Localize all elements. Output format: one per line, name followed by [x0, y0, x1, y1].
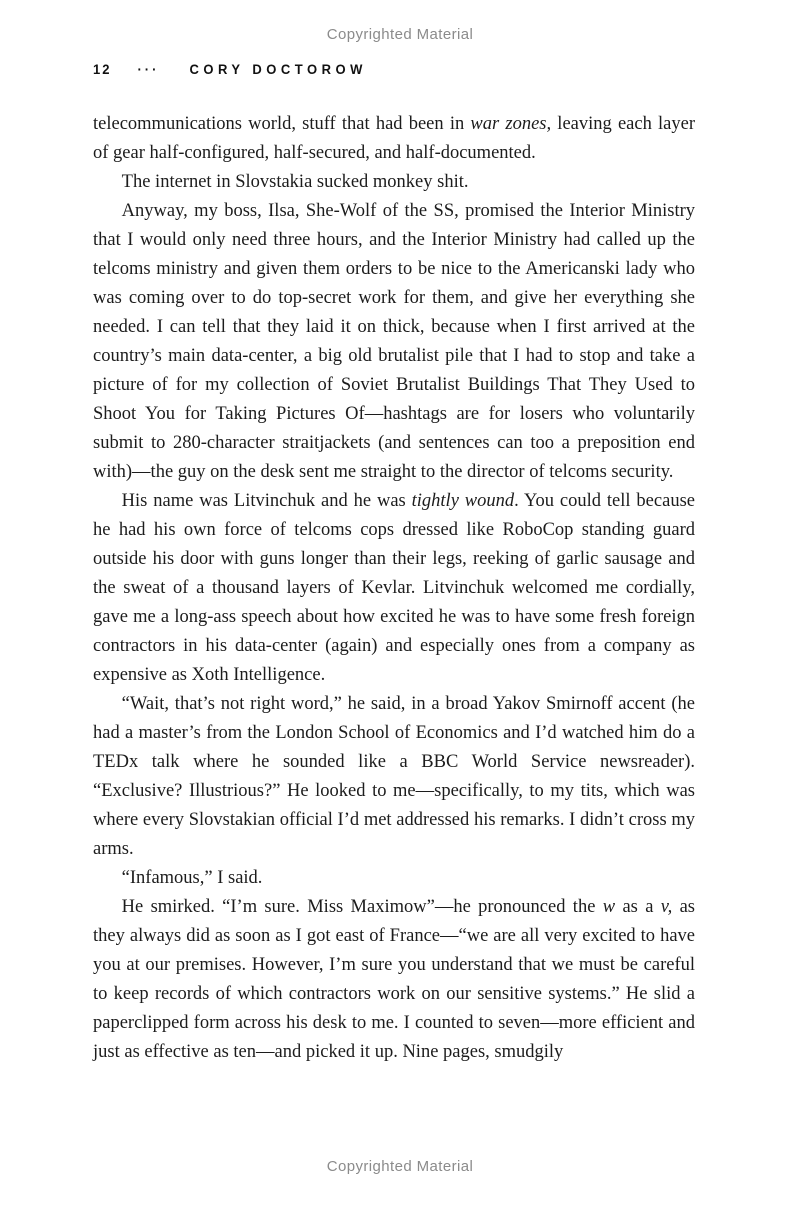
text-run: He smirked. “I’m sure. Miss Maximow”—he pronounced the [121, 897, 603, 917]
text-run: “Infamous,” I said. [121, 868, 263, 888]
text-run: The internet in Slovstakia sucked monkey shit. [121, 172, 469, 192]
italic-text: w [602, 897, 616, 917]
text-run: Anyway, my boss, Ilsa, She-Wolf of the SS, promised the Interior Ministry that I would only need three hours, and the Interior Ministry had called up the telcoms ministry and given them orders to be nice to the Americanski lady who was coming over to do top-secret work for them, and give her everything she needed. I can tell that they laid it on thick, because when I first arrived at the country’s main data-center, a big old brutalist pile that I had to stop and take a picture of for my collection of Soviet Brutalist Buildings That They Used to Shoot You for Taking Pictures Of—hashtags are for losers who voluntarily submit to 280-character straitjackets (and sentences can too a preposition end with)—the guy on the desk sent me straight to the director of telcoms security. [93, 201, 695, 482]
copyright-watermark-bottom: Copyrighted Material [326, 1158, 474, 1175]
text-run: as they always did as soon as I got east of France—“we are all very excited to have you at our premises. However, I’m sure you understand that we must be careful to keep records of which contractors work on our sensitive systems.” He slid a paperclipped form across his desk to me. I counted to seven—more efficient and just as effective as ten—and picked it up. Nine pages, smudgily [93, 897, 696, 1062]
paragraph [93, 168, 695, 197]
text-run: His name was Litvinchuk and he was [121, 491, 412, 511]
copyright-watermark-top: Copyrighted Material [326, 26, 474, 43]
italic-text: v, [660, 897, 673, 917]
body-text [93, 110, 695, 1067]
paragraph [93, 197, 695, 487]
italic-text: war zones, [470, 114, 552, 134]
paragraph [93, 487, 695, 690]
paragraph [93, 110, 695, 168]
author-name: CORY DOCTOROW [189, 61, 367, 78]
header-separator-dots: ··· [137, 61, 160, 78]
text-run: as a [615, 897, 661, 917]
paragraph [93, 690, 695, 864]
running-header [93, 61, 367, 77]
text-run: leaving each layer of gear half-configured, half-secured, and half-documented. [93, 114, 695, 163]
paragraph [93, 893, 695, 1067]
text-run: . You could tell because he had his own force of telcoms cops dressed like RoboCop standing guard outside his door with guns longer than their legs, reeking of garlic sausage and the sweat of a thousand layers of Kevlar. Litvinchuk welcomed me cordially, gave me a long-ass speech about how excited he was to have some fresh foreign contractors in his data-center (again) and especially ones from a company as expensive as Xoth Intelligence. [93, 491, 695, 685]
page-number: 12 [93, 61, 112, 78]
paragraph [93, 864, 695, 893]
text-run: “Wait, that’s not right word,” he said, in a broad Yakov Smirnoff accent (he had a master’s from the London School of Economics and I’d watched him do a TEDx talk where he sounded like a BBC World Service newsreader). “Exclusive? Illustrious?” He looked to me—specifically, to my tits, which was where every Slovstakian official I’d met addressed his remarks. I didn’t cross my arms. [93, 694, 695, 859]
text-run: telecommunications world, stuff that had been in [93, 114, 471, 134]
italic-text: tightly wound [411, 491, 515, 511]
